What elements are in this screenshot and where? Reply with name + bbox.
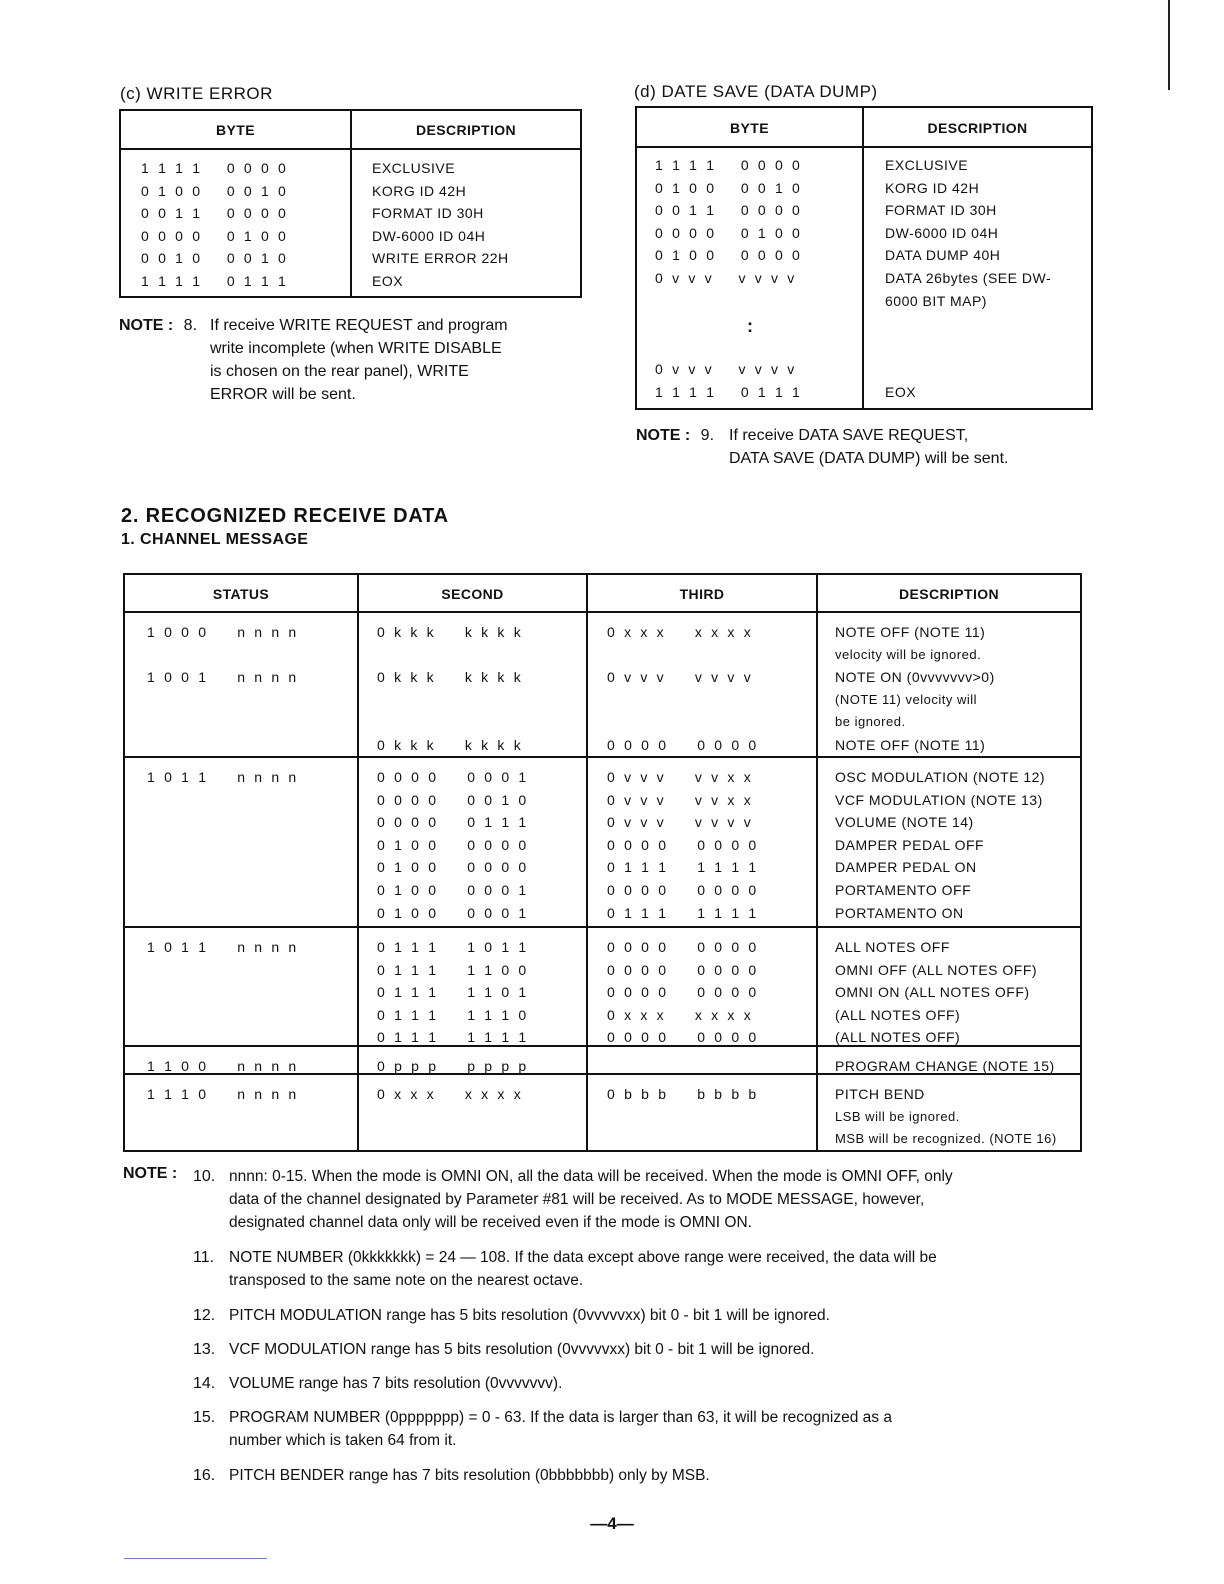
section-subheading: 1. CHANNEL MESSAGE — [121, 531, 309, 548]
byte-description: FORMAT ID 30H — [885, 202, 997, 219]
byte-bits: 1 1 1 1 0 1 1 1 — [141, 273, 287, 289]
write-error-title: (c) WRITE ERROR — [120, 84, 273, 103]
note-number: 9. — [700, 427, 715, 444]
third-byte-bits: 0 x x x x x x x — [607, 624, 752, 640]
status-bits: 1 0 0 0 n n n n — [147, 624, 297, 640]
note-line: NOTE NUMBER (0kkkkkkk) = 24 — 108. If the data except above range were received, the data will be — [229, 1249, 937, 1266]
message-description: NOTE OFF (NOTE 11) — [835, 624, 986, 640]
second-byte-bits: 0 1 1 1 1 1 0 1 — [377, 984, 527, 1001]
note-number: 10. — [193, 1168, 216, 1185]
second-byte-bits: 0 1 1 1 1 1 1 0 — [377, 1006, 527, 1023]
note-number: 14. — [193, 1375, 216, 1392]
byte-bits: 0 0 1 1 0 0 0 0 — [141, 205, 287, 222]
byte-bits: 1 1 1 1 0 0 0 0 — [141, 160, 287, 176]
message-description: OMNI OFF (ALL NOTES OFF) — [835, 961, 1038, 978]
status-bits: 1 0 1 1 n n n n — [147, 939, 297, 955]
third-byte-bits: 0 0 0 0 0 0 0 0 — [607, 836, 757, 853]
byte-description: EXCLUSIVE — [885, 157, 969, 173]
note-label: NOTE : — [119, 317, 174, 334]
edge-mark — [1168, 0, 1170, 90]
byte-bits: 0 1 0 0 0 0 1 0 — [141, 182, 287, 199]
note-number: 12. — [193, 1307, 216, 1324]
note-line: data of the channel designated by Parameter #81 will be received. As to MODE MESSAGE, however, — [229, 1191, 925, 1208]
third-byte-bits: 0 v v v v v x x — [607, 769, 752, 785]
note-line: is chosen on the rear panel), WRITE — [210, 363, 469, 380]
col-header-second: SECOND — [441, 586, 504, 602]
note-line: number which is taken 64 from it. — [229, 1432, 457, 1449]
message-description: NOTE OFF (NOTE 11) — [835, 737, 986, 753]
note-line: PITCH BENDER range has 7 bits resolution (0bbbbbbb) only by MSB. — [229, 1467, 710, 1484]
note-text — [229, 1338, 1069, 1361]
note-line: PROGRAM NUMBER (0ppppppp) = 0 - 63. If the data is larger than 63, it will be recognized as a — [229, 1409, 892, 1426]
message-description: PORTAMENTO OFF — [835, 882, 972, 898]
data-save-title: (d) DATE SAVE (DATA DUMP) — [634, 82, 878, 101]
third-byte-bits: 0 1 1 1 1 1 1 1 — [607, 859, 757, 876]
message-description: LSB will be ignored. — [835, 1108, 960, 1124]
second-byte-bits: 0 0 0 0 0 0 1 0 — [377, 791, 527, 808]
byte-description: EXCLUSIVE — [372, 160, 456, 176]
byte-bits: 0 v v v v v v v — [655, 270, 795, 286]
byte-description: FORMAT ID 30H — [372, 205, 484, 222]
write-error-table — [119, 109, 582, 298]
note-number: 11. — [193, 1249, 215, 1266]
message-description: (NOTE 11) velocity will — [835, 691, 978, 707]
note-text — [229, 1372, 1069, 1395]
second-byte-bits: 0 k k k k k k k — [377, 669, 522, 686]
note-number: 16. — [193, 1467, 216, 1484]
note-line: VOLUME range has 7 bits resolution (0vvvvvvv). — [229, 1375, 563, 1392]
byte-description: WRITE ERROR 22H — [372, 250, 509, 267]
message-description: (ALL NOTES OFF) — [835, 1029, 961, 1046]
write-error-byte-header: BYTE — [216, 122, 255, 138]
second-byte-bits: 0 k k k k k k k — [377, 624, 522, 640]
note-line: PITCH MODULATION range has 5 bits resolution (0vvvvvxx) bit 0 - bit 1 will be ignored. — [229, 1307, 830, 1324]
note-text — [229, 1304, 1069, 1327]
data-save-byte-header: BYTE — [730, 120, 769, 136]
write-error-desc-header: DESCRIPTION — [415, 122, 517, 138]
byte-description: DATA DUMP 40H — [885, 247, 1001, 264]
third-byte-bits: 0 0 0 0 0 0 0 0 — [607, 961, 757, 978]
byte-description: DATA 26bytes (SEE DW- — [885, 270, 1052, 286]
message-description: PROGRAM CHANGE (NOTE 15) — [835, 1058, 1055, 1074]
status-bits: 1 1 1 0 n n n n — [147, 1086, 297, 1102]
second-byte-bits: 0 1 1 1 1 1 1 1 — [377, 1029, 527, 1046]
col-header-description: DESCRIPTION — [898, 586, 1000, 602]
third-byte-bits: 0 0 0 0 0 0 0 0 — [607, 939, 757, 955]
status-bits: 1 0 1 1 n n n n — [147, 769, 297, 785]
notes-label: NOTE : — [123, 1165, 178, 1182]
byte-description: DW-6000 ID 04H — [372, 227, 486, 244]
data-save-note-text — [729, 424, 1089, 470]
note-line: If receive DATA SAVE REQUEST, — [729, 427, 969, 444]
note-line: ERROR will be sent. — [210, 386, 356, 403]
message-description: VCF MODULATION (NOTE 13) — [835, 791, 1043, 808]
third-byte-bits: 0 0 0 0 0 0 0 0 — [607, 984, 757, 1001]
note-text — [229, 1464, 1069, 1487]
message-description: MSB will be recognized. (NOTE 16) — [835, 1131, 1057, 1147]
byte-description: 6000 BIT MAP) — [885, 292, 987, 309]
message-description: NOTE ON (0vvvvvvv>0) — [835, 669, 995, 686]
note-line: write incomplete (when WRITE DISABLE — [210, 340, 502, 357]
second-byte-bits: 0 x x x x x x x — [377, 1086, 522, 1102]
byte-bits: 0 0 0 0 0 1 0 0 — [655, 224, 801, 241]
message-description: VOLUME (NOTE 14) — [835, 814, 974, 831]
second-byte-bits: 0 1 0 0 0 0 0 1 — [377, 882, 527, 898]
second-byte-bits: 0 1 0 0 0 0 0 0 — [377, 836, 527, 853]
second-byte-bits: 0 k k k k k k k — [377, 737, 522, 753]
third-byte-bits: 0 v v v v v x x — [607, 791, 752, 808]
byte-description: DW-6000 ID 04H — [885, 224, 999, 241]
page-number: —4— — [590, 1514, 634, 1533]
third-byte-bits: 0 v v v v v v v — [607, 669, 752, 686]
message-description: be ignored. — [835, 714, 906, 730]
message-description: OSC MODULATION (NOTE 12) — [835, 769, 1046, 785]
note-line: If receive WRITE REQUEST and program — [210, 317, 508, 334]
byte-description: EOX — [885, 383, 917, 400]
byte-bits: 0 0 0 0 0 1 0 0 — [141, 227, 287, 244]
message-description: ALL NOTES OFF — [835, 939, 950, 955]
third-byte-bits: 0 0 0 0 0 0 0 0 — [607, 737, 757, 753]
note-text — [229, 1165, 1069, 1234]
byte-description: KORG ID 42H — [372, 182, 467, 199]
third-byte-bits: 0 v v v v v v v — [607, 814, 752, 831]
data-save-table — [635, 106, 1093, 410]
col-header-third: THIRD — [679, 586, 725, 602]
note-number: 13. — [193, 1341, 216, 1358]
write-error-note — [119, 314, 197, 337]
message-description: DAMPER PEDAL OFF — [835, 836, 985, 853]
third-byte-bits: 0 0 0 0 0 0 0 0 — [607, 1029, 757, 1046]
second-byte-bits: 0 1 1 1 1 1 0 0 — [377, 961, 527, 978]
note-line: transposed to the same note on the nearest octave. — [229, 1272, 584, 1289]
third-byte-bits: 0 b b b b b b b — [607, 1086, 757, 1102]
message-description: PITCH BEND — [835, 1086, 925, 1102]
write-error-note-text — [210, 314, 570, 406]
third-byte-bits: 0 x x x x x x x — [607, 1006, 752, 1023]
note-number: 8. — [183, 317, 198, 334]
byte-bits: 0 1 0 0 0 0 1 0 — [655, 179, 801, 196]
data-save-note — [636, 424, 714, 447]
continuation-dots: : — [747, 316, 753, 336]
status-bits: 1 0 0 1 n n n n — [147, 669, 297, 686]
col-header-status: STATUS — [212, 586, 270, 602]
channel-message-table — [123, 573, 1082, 1152]
second-byte-bits: 0 0 0 0 0 1 1 1 — [377, 814, 527, 831]
note-label: NOTE : — [636, 427, 691, 444]
second-byte-bits: 0 1 0 0 0 0 0 1 — [377, 904, 527, 921]
message-description: DAMPER PEDAL ON — [835, 859, 977, 876]
note-line: VCF MODULATION range has 5 bits resolution (0vvvvvxx) bit 0 - bit 1 will be ignored. — [229, 1341, 815, 1358]
byte-bits: 1 1 1 1 0 1 1 1 — [655, 383, 801, 400]
status-bits: 1 1 0 0 n n n n — [147, 1058, 297, 1074]
section-heading: 2. RECOGNIZED RECEIVE DATA — [121, 505, 449, 527]
message-description: OMNI ON (ALL NOTES OFF) — [835, 984, 1030, 1001]
message-description: velocity will be ignored. — [835, 646, 982, 662]
byte-bits: 0 0 1 0 0 0 1 0 — [141, 250, 287, 267]
byte-description: EOX — [372, 273, 404, 289]
third-byte-bits: 0 0 0 0 0 0 0 0 — [607, 882, 757, 898]
footnote-rule — [124, 1558, 267, 1559]
byte-description: KORG ID 42H — [885, 179, 980, 196]
second-byte-bits: 0 p p p p p p p — [377, 1058, 527, 1074]
note-text — [229, 1246, 1069, 1292]
note-number: 15. — [193, 1409, 216, 1426]
byte-bits: 0 0 1 1 0 0 0 0 — [655, 202, 801, 219]
message-description: PORTAMENTO ON — [835, 904, 964, 921]
byte-bits: 0 1 0 0 0 0 0 0 — [655, 247, 801, 264]
data-save-desc-header: DESCRIPTION — [927, 120, 1028, 136]
second-byte-bits: 0 1 0 0 0 0 0 0 — [377, 859, 527, 876]
note-line: nnnn: 0-15. When the mode is OMNI ON, all the data will be received. When the mode is OMNI OFF, only — [229, 1168, 953, 1185]
second-byte-bits: 0 0 0 0 0 0 0 1 — [377, 769, 527, 785]
byte-bits: 1 1 1 1 0 0 0 0 — [655, 157, 801, 173]
third-byte-bits: 0 1 1 1 1 1 1 1 — [607, 904, 757, 921]
note-line: designated channel data only will be received even if the mode is OMNI ON. — [229, 1214, 752, 1231]
note-text — [229, 1406, 1069, 1452]
message-description: (ALL NOTES OFF) — [835, 1006, 961, 1023]
second-byte-bits: 0 1 1 1 1 0 1 1 — [377, 939, 527, 955]
note-line: DATA SAVE (DATA DUMP) will be sent. — [729, 450, 1009, 467]
byte-bits: 0 v v v v v v v — [655, 361, 795, 377]
